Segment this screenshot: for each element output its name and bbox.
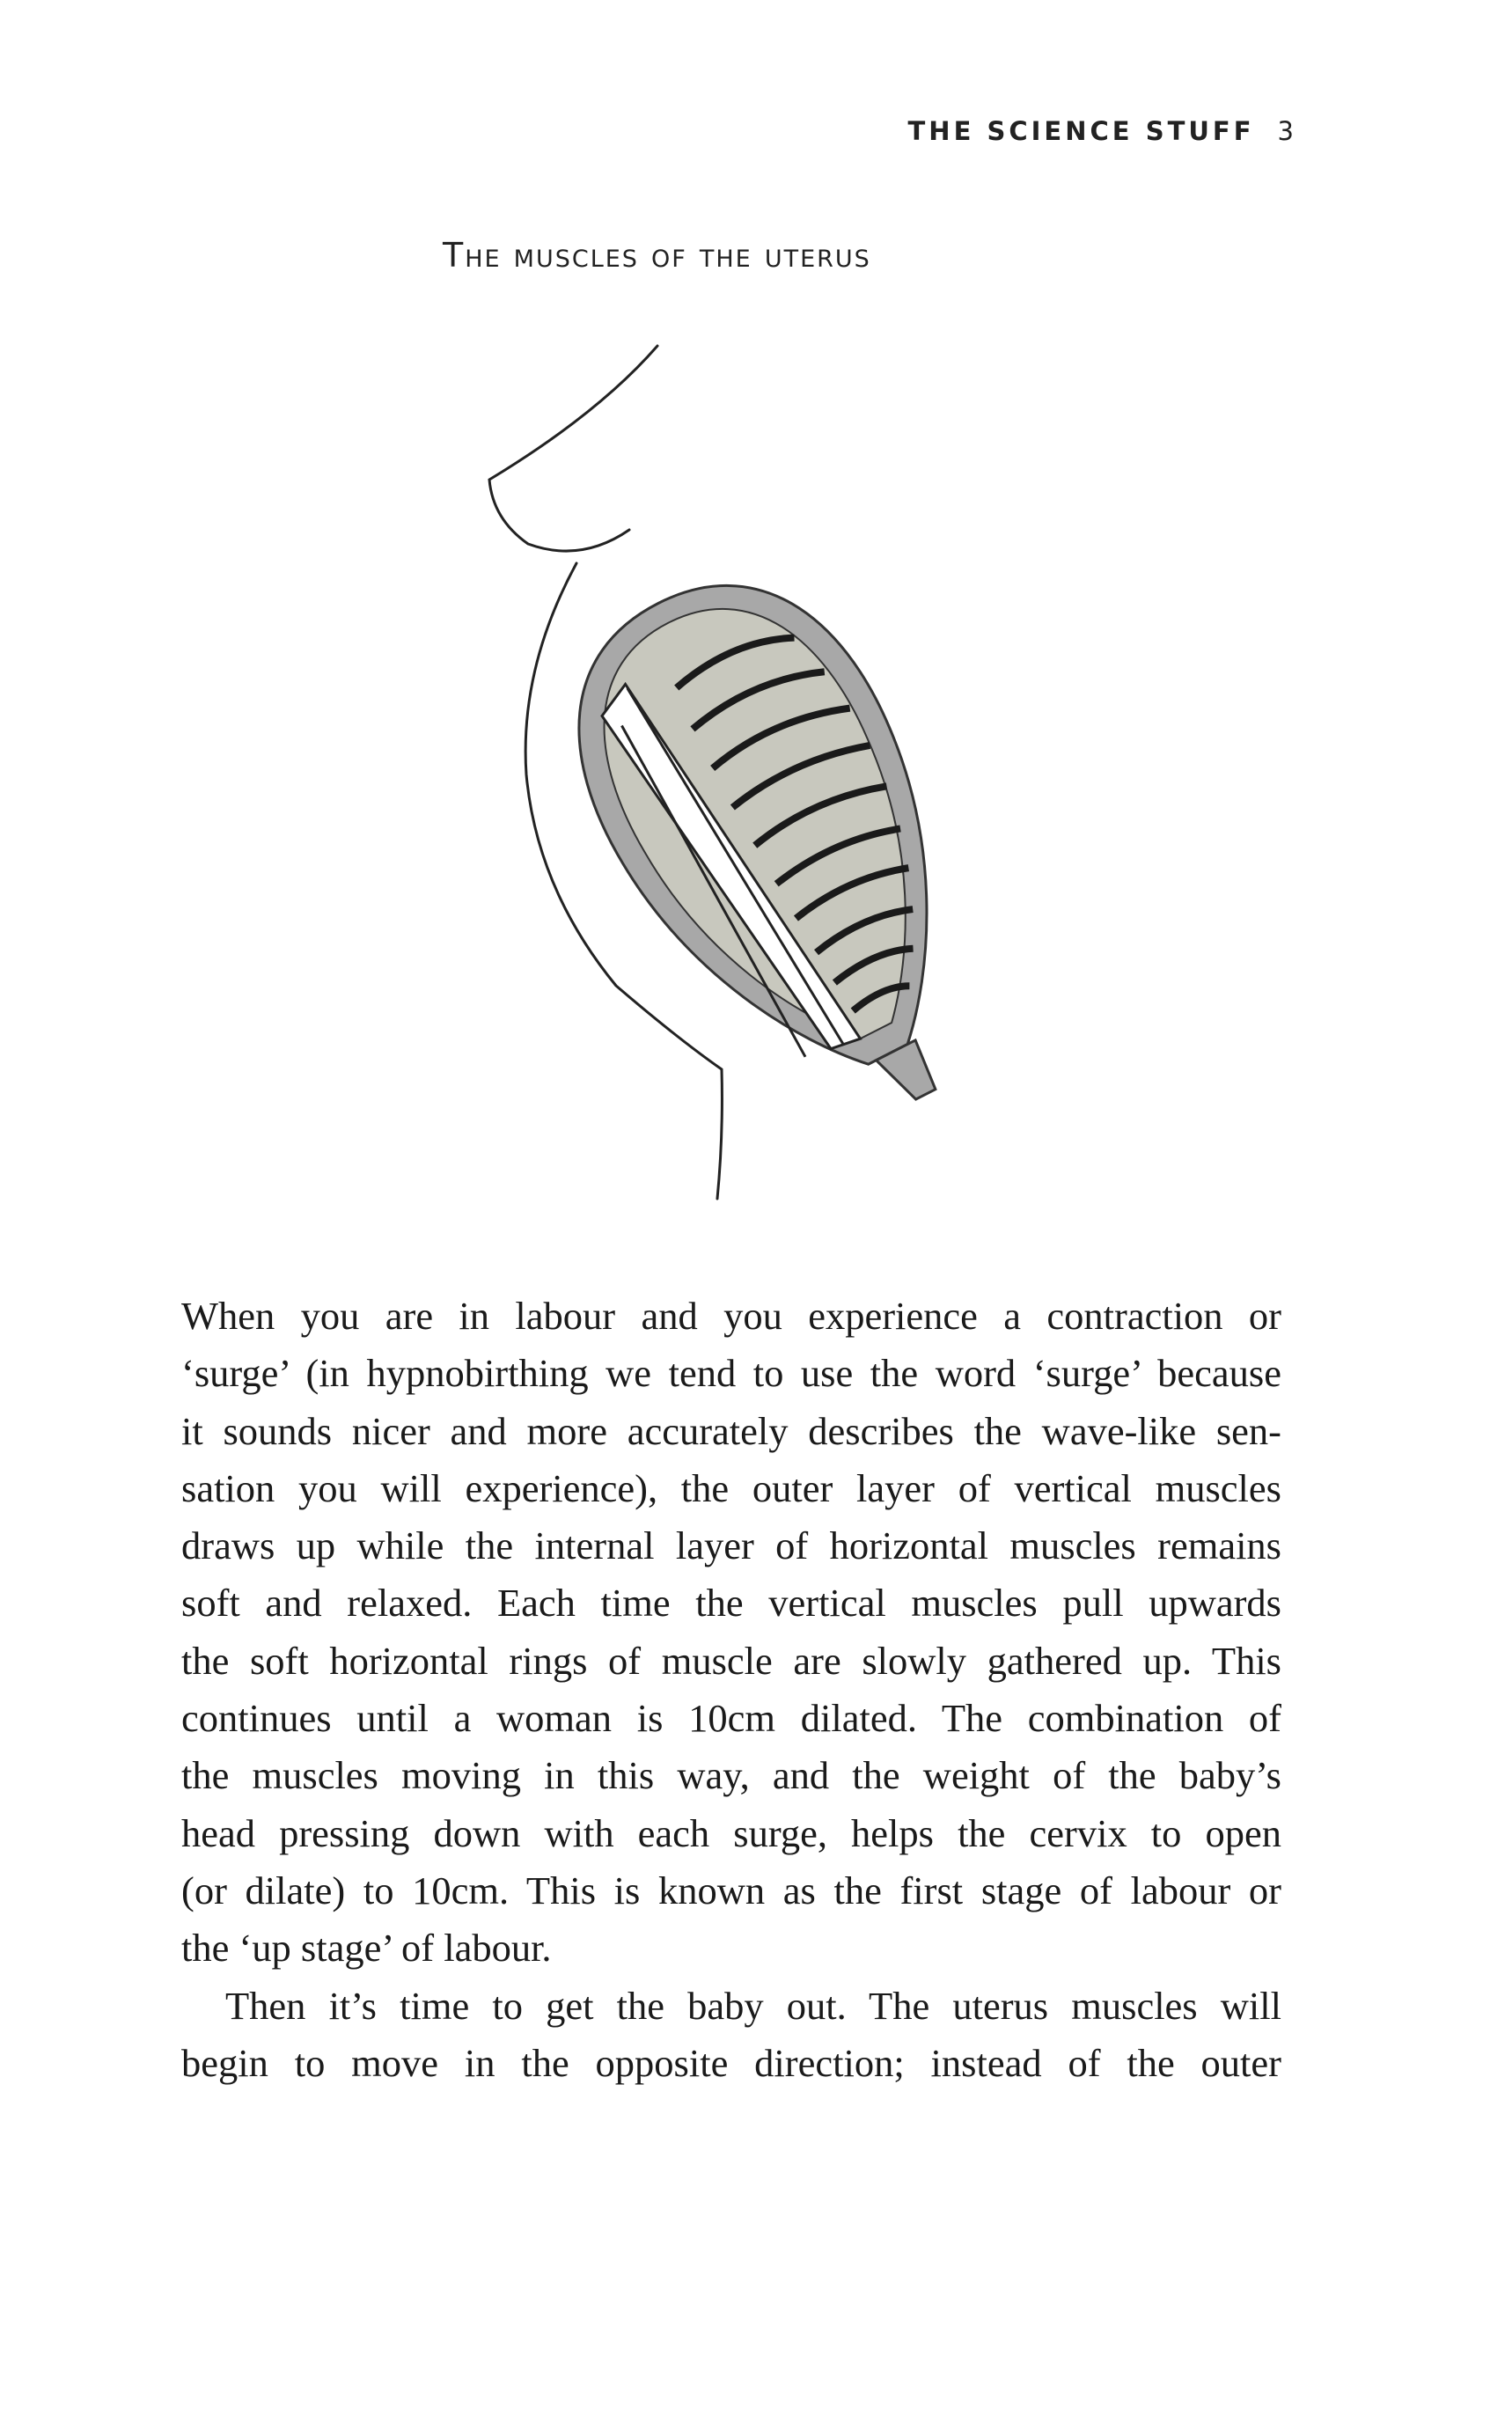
page-number: 3 [1277, 116, 1294, 146]
text-line: it sounds nicer and more accurately describes the wave-like sen- [181, 1408, 1281, 1453]
text-line: (or dilate) to 10cm. This is known as the first stage of labour or [181, 1868, 1281, 1912]
text-line: Then it’s time to get the baby out. The uterus muscles will [225, 1983, 1281, 2028]
text-line: the soft horizontal rings of muscle are slowly gathered up. This [181, 1638, 1281, 1683]
text-line: ‘surge’ (in hypnobirthing we tend to use the word ‘surge’ because [181, 1351, 1281, 1396]
body-text [181, 1288, 1281, 2092]
text-line: head pressing down with each surge, helps the cervix to open [181, 1810, 1281, 1855]
text-line: the ‘up stage’ of labour. [181, 1926, 552, 1971]
text-line: draws up while the internal layer of horizontal muscles remains [181, 1523, 1281, 1568]
text-line: soft and relaxed. Each time the vertical muscles pull upwards [181, 1581, 1281, 1626]
running-head-title: THE SCIENCE STUFF [907, 116, 1255, 146]
text-line: sation you will experience), the outer layer of vertical muscles [181, 1465, 1281, 1510]
chin-outline [489, 346, 657, 551]
text-line: begin to move in the opposite direction; instead of the outer [181, 2040, 1281, 2085]
text-line: continues until a woman is 10cm dilated. The combination of [181, 1696, 1281, 1741]
figure-title: The muscles of the uterus [443, 236, 871, 275]
text-line: When you are in labour and you experience a contraction or [181, 1294, 1281, 1338]
text-line: the muscles moving in this way, and the weight of the baby’s [181, 1753, 1281, 1798]
